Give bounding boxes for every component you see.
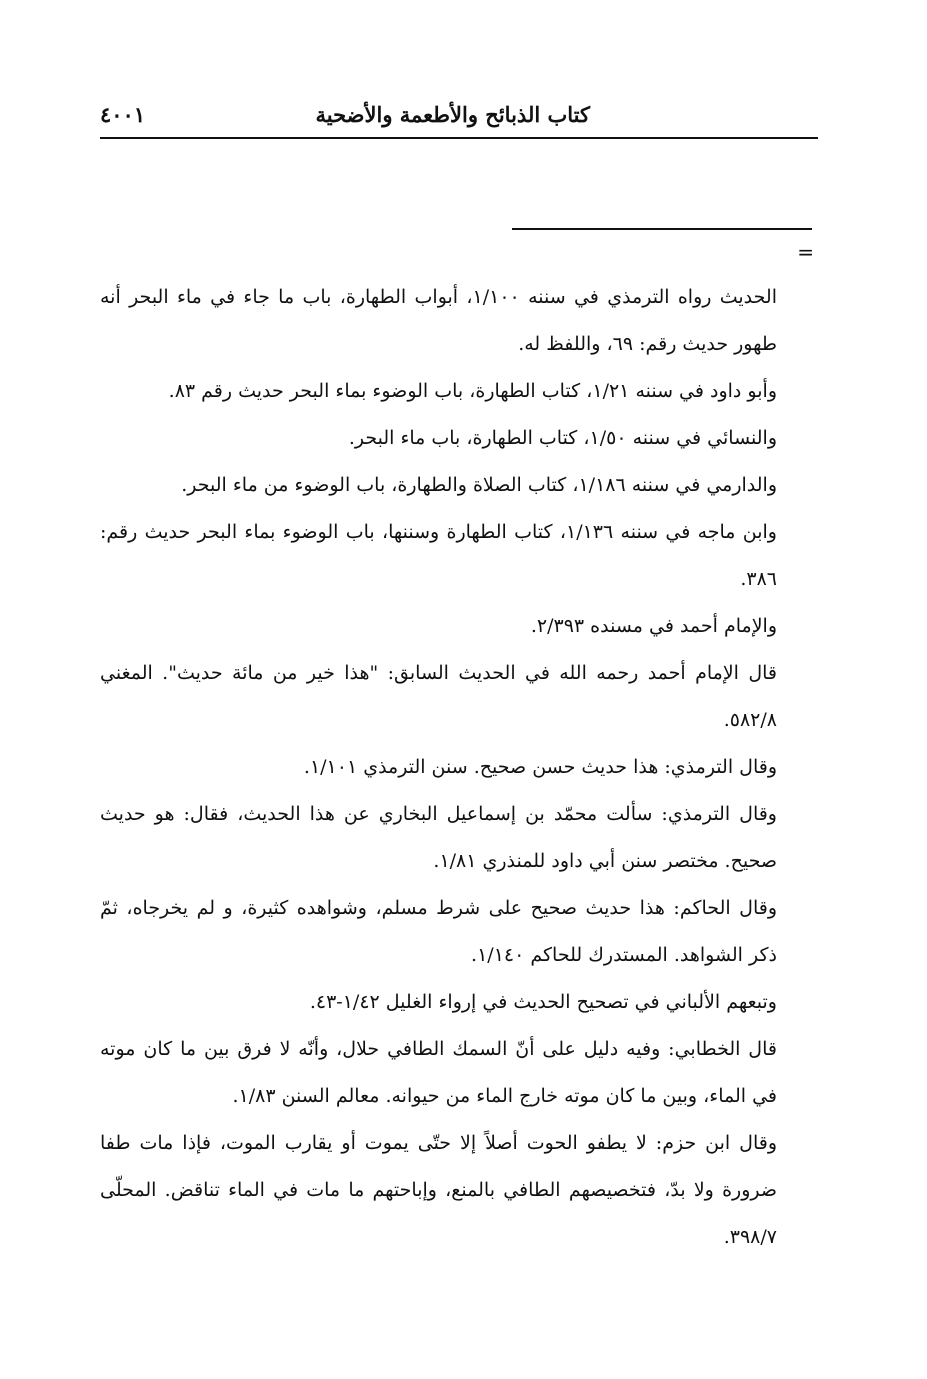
footnote-text: [100, 274, 777, 1261]
footnote-line: وتبعهم الألباني في تصحيح الحديث في إرواء الغليل ١/٤٢-٤٣.: [309, 991, 777, 1013]
footnote-line: قال الخطابي: وفيه دليل على أنّ السمك الطافي حلال، وأنّه لا فرق بين ما كان موته في الماء، وبين ما كان موته خارج الماء من حيوانه. معالم السنن ١/٨٣.: [100, 1038, 777, 1107]
footnote-line: قال الإمام أحمد رحمه الله في الحديث السابق: "هذا خير من مائة حديث". المغني ٥٨٢/٨.: [100, 662, 777, 731]
footnote-line: الحديث رواه الترمذي في سننه ١/١٠٠، أبواب الطهارة، باب ما جاء في ماء البحر أنه طهور حديث رقم: ٦٩، واللفظ له.: [100, 286, 777, 355]
header-rule: [100, 137, 818, 139]
footnote-separator: [512, 228, 812, 230]
footnote-line: وابن ماجه في سننه ١/١٣٦، كتاب الطهارة وسننها، باب الوضوء بماء البحر حديث رقم: ٣٨٦.: [100, 521, 777, 590]
footnote-line: وقال الترمذي: هذا حديث حسن صحيح. سنن الترمذي ١/١٠١.: [303, 756, 777, 778]
footnote-line: والإمام أحمد في مسنده ٢/٣٩٣.: [530, 615, 777, 637]
footnote-line: وقال الحاكم: هذا حديث صحيح على شرط مسلم، وشواهده كثيرة، و لم يخرجاه، ثمّ ذكر الشواهد. المستدرك للحاكم ١/١٤٠.: [100, 897, 777, 966]
running-head: [100, 94, 818, 134]
page-number: ٤٠٠١: [100, 101, 146, 127]
footnote-continuation-mark: =: [797, 240, 814, 264]
footnote-line: والنسائي في سننه ١/٥٠، كتاب الطهارة، باب ماء البحر.: [348, 427, 777, 449]
running-title: كتاب الذبائح والأطعمة والأضحية: [315, 101, 590, 127]
footnote-line: وقال ابن حزم: لا يطفو الحوت أصلاً إلا حتّى يموت أو يقارب الموت، فإذا مات طفا ضرورة ولا بدّ، فتخصيصهم الطافي بالمنع، وإباحتهم ما مات في الماء تناقض. المحلّى ٣٩٨/٧.: [100, 1132, 777, 1248]
footnote-line: والدارمي في سننه ١/١٨٦، كتاب الصلاة والطهارة، باب الوضوء من ماء البحر.: [181, 474, 777, 496]
footnote-line: وأبو داود في سننه ١/٢١، كتاب الطهارة، باب الوضوء بماء البحر حديث رقم ٨٣.: [168, 380, 777, 402]
footnote-line: وقال الترمذي: سألت محمّد بن إسماعيل البخاري عن هذا الحديث، فقال: هو حديث صحيح. مختصر سنن أبي داود للمنذري ١/٨١.: [100, 803, 777, 872]
